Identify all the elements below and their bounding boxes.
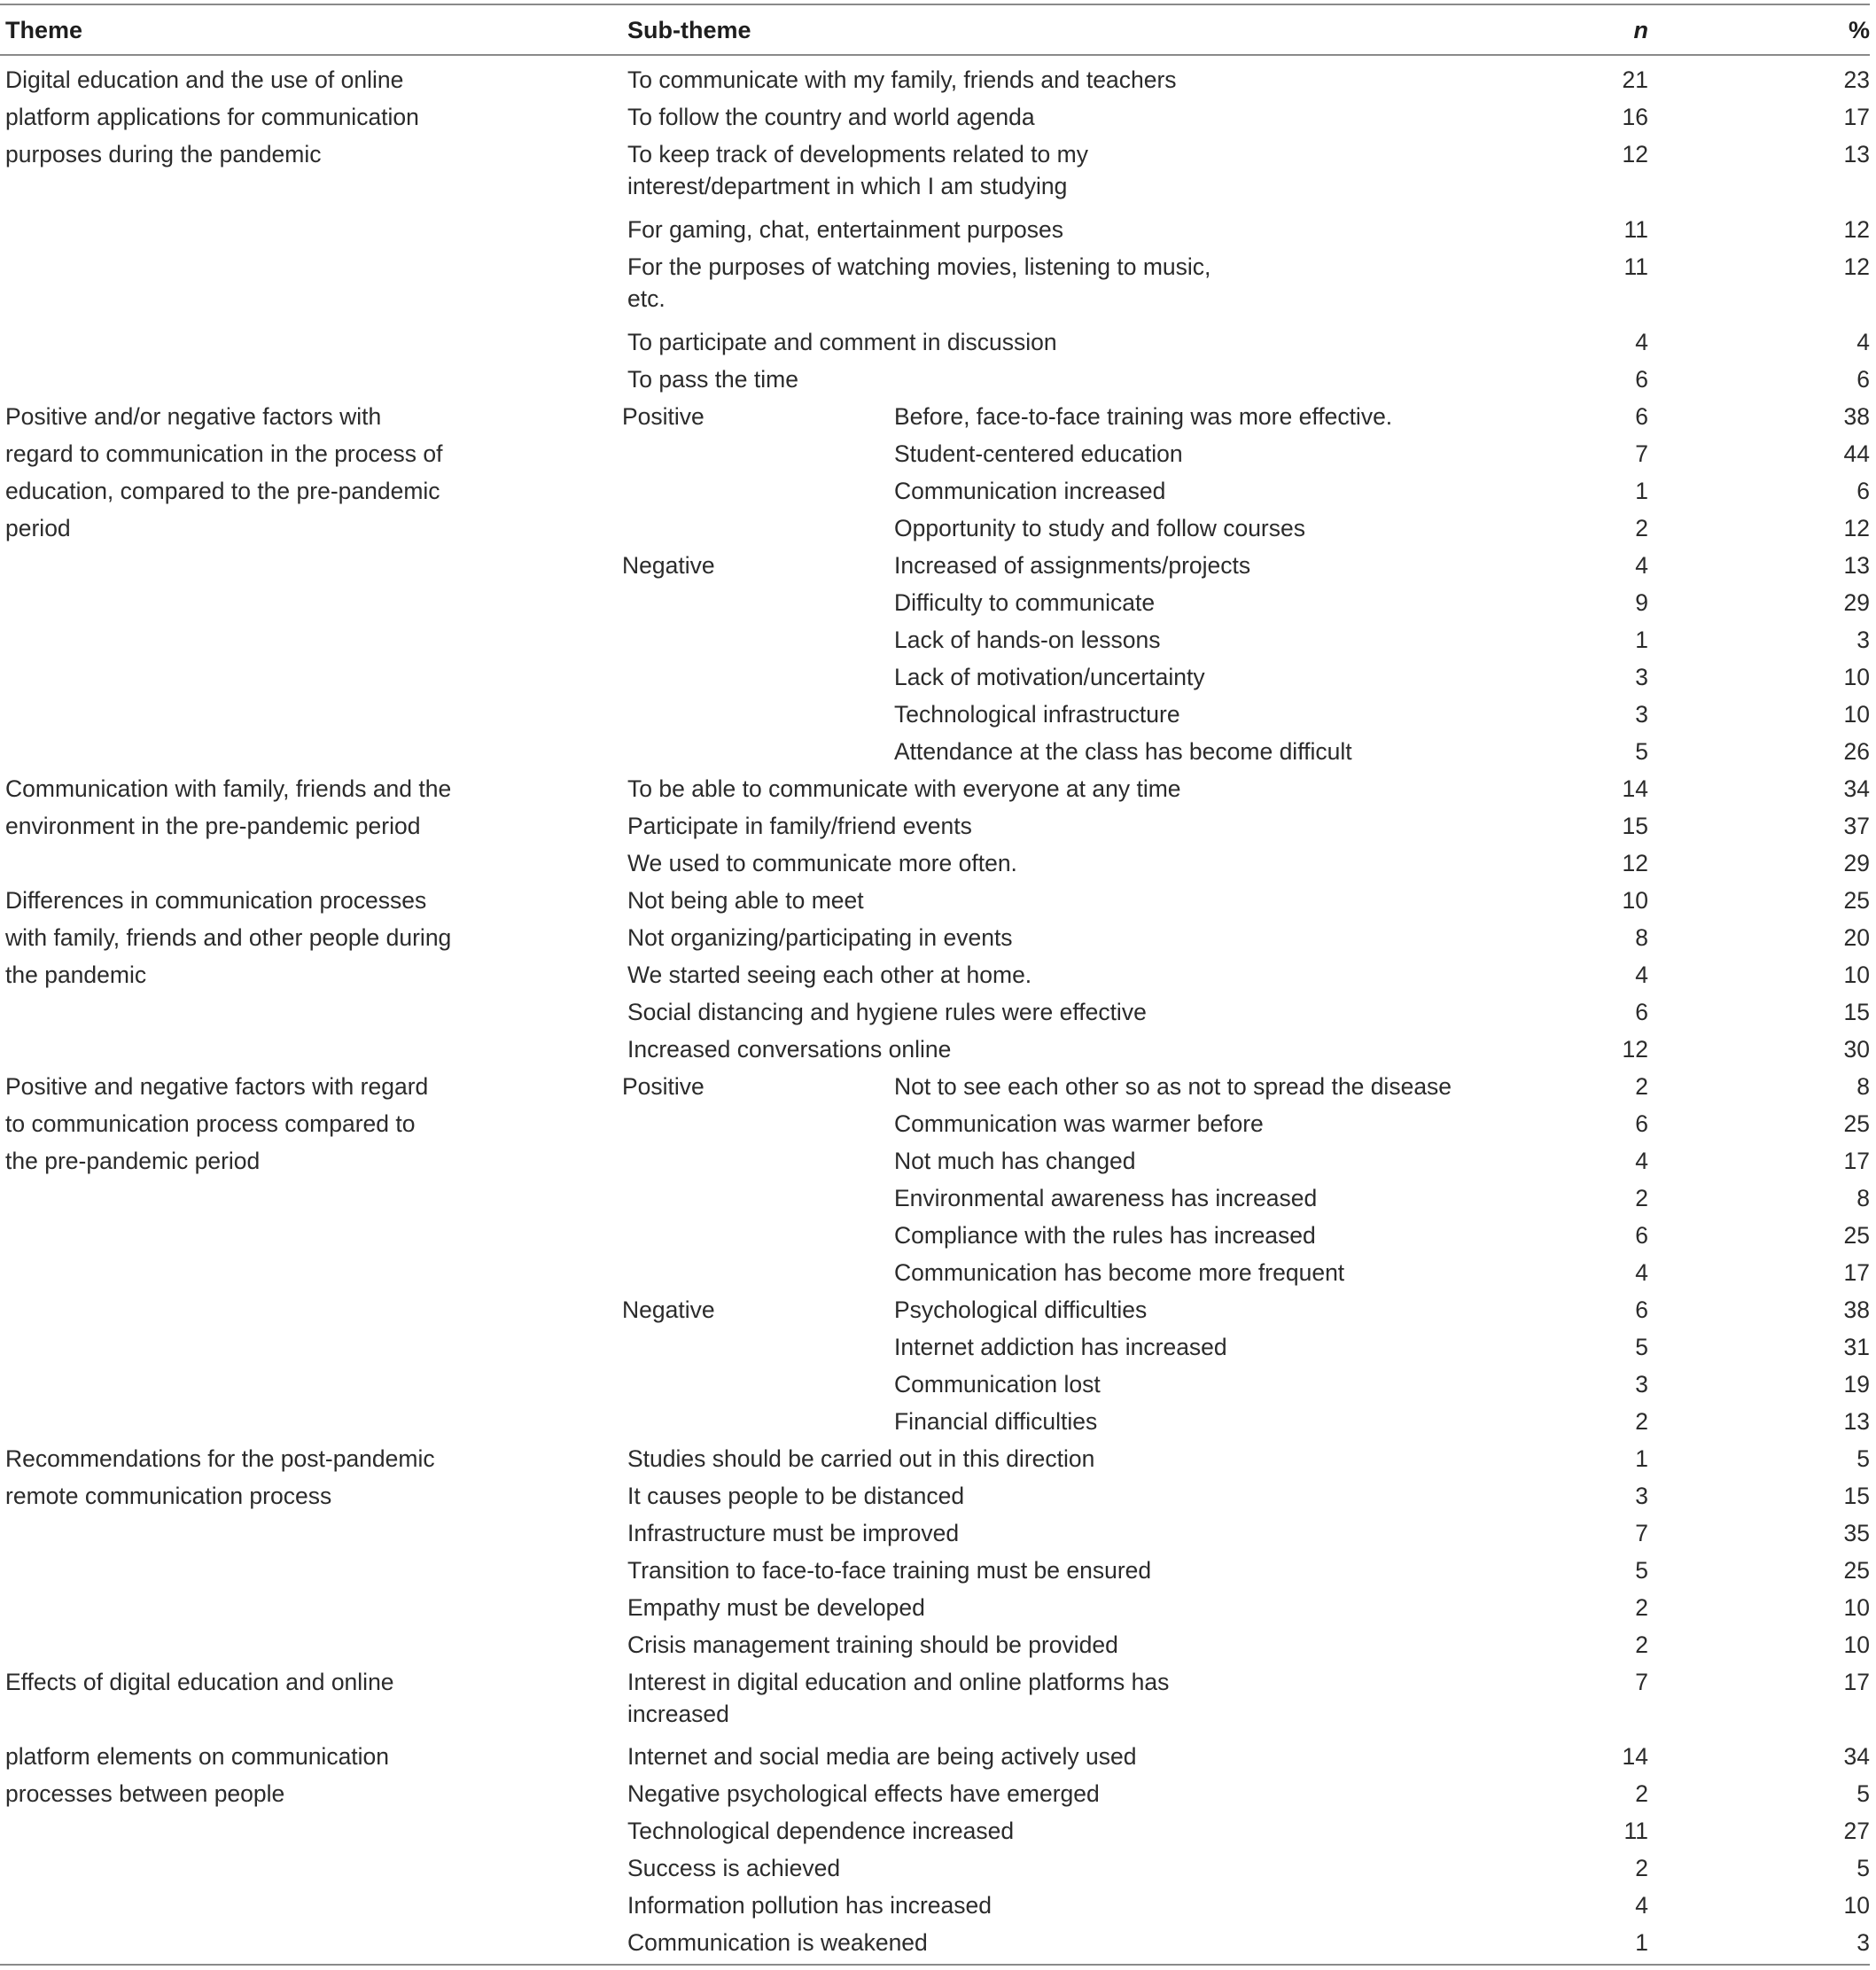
percent-cell: 10	[1843, 1594, 1870, 1621]
percent-cell: 6	[1857, 366, 1870, 393]
n-cell: 3	[1635, 664, 1648, 690]
subtheme-cell: Crisis management training should be provided	[627, 1631, 1118, 1658]
theme-cell: platform elements on communication	[5, 1743, 390, 1770]
theme-cell: platform applications for communication	[5, 104, 419, 130]
percent-cell: 25	[1843, 887, 1870, 914]
percent-cell: 30	[1843, 1036, 1870, 1063]
category-cell: Negative	[622, 1296, 715, 1323]
n-cell: 15	[1622, 813, 1648, 839]
percent-cell: 6	[1857, 478, 1870, 504]
n-cell: 5	[1635, 1334, 1648, 1360]
n-cell: 4	[1635, 1259, 1648, 1286]
subtheme-cell: For gaming, chat, entertainment purposes	[627, 216, 1063, 243]
n-cell: 2	[1635, 515, 1648, 541]
category-cell: Negative	[622, 552, 715, 579]
subtheme-cell: Increased of assignments/projects	[894, 552, 1251, 579]
subtheme-cell: To follow the country and world agenda	[627, 104, 1035, 130]
theme-cell: Positive and negative factors with regard	[5, 1073, 429, 1100]
subtheme-cell: To communicate with my family, friends and teachers	[627, 66, 1177, 93]
subtheme-cell: Negative psychological effects have emerged	[627, 1780, 1100, 1807]
theme-cell: with family, friends and other people during	[5, 924, 452, 951]
n-cell: 12	[1622, 141, 1648, 167]
percent-cell: 23	[1843, 66, 1870, 93]
theme-cell: Differences in communication processes	[5, 887, 427, 914]
n-cell: 21	[1622, 66, 1648, 93]
percent-cell: 29	[1843, 589, 1870, 616]
n-cell: 6	[1635, 999, 1648, 1025]
theme-cell: period	[5, 515, 71, 541]
subtheme-cell: Environmental awareness has increased	[894, 1185, 1318, 1211]
n-cell: 14	[1622, 1743, 1648, 1770]
subtheme-cell: Communication is weakened	[627, 1929, 928, 1956]
percent-cell: 15	[1843, 999, 1870, 1025]
percent-cell: 26	[1843, 738, 1870, 765]
subtheme-cell: Communication has become more frequent	[894, 1259, 1345, 1286]
subtheme-cell: Interest in digital education and online platforms has increased	[627, 1669, 1170, 1727]
header-percent: %	[1848, 17, 1870, 43]
subtheme-cell: To be able to communicate with everyone at any time	[627, 775, 1181, 802]
theme-cell: the pre-pandemic period	[5, 1148, 261, 1174]
subtheme-cell: Not being able to meet	[627, 887, 864, 914]
theme-cell: processes between people	[5, 1780, 285, 1807]
subtheme-cell: Student-centered education	[894, 440, 1183, 467]
n-cell: 2	[1635, 1073, 1648, 1100]
percent-cell: 5	[1857, 1780, 1870, 1807]
n-cell: 12	[1622, 1036, 1648, 1063]
n-cell: 11	[1623, 216, 1648, 243]
subtheme-cell: Internet and social media are being actively used	[627, 1743, 1137, 1770]
subtheme-cell: Not to see each other so as not to spread the disease	[894, 1073, 1452, 1100]
percent-cell: 12	[1843, 253, 1870, 280]
n-cell: 6	[1635, 403, 1648, 430]
percent-cell: 34	[1843, 775, 1870, 802]
percent-cell: 10	[1843, 1631, 1870, 1658]
header-theme: Theme	[5, 17, 83, 43]
n-cell: 2	[1635, 1631, 1648, 1658]
n-cell: 11	[1623, 1818, 1648, 1844]
theme-cell: Recommendations for the post-pandemic	[5, 1445, 435, 1472]
n-cell: 6	[1635, 1222, 1648, 1249]
subtheme-cell: Lack of hands-on lessons	[894, 627, 1161, 653]
subtheme-cell: Difficulty to communicate	[894, 589, 1156, 616]
subtheme-cell: Psychological difficulties	[894, 1296, 1148, 1323]
n-cell: 4	[1635, 552, 1648, 579]
percent-cell: 5	[1857, 1855, 1870, 1881]
percent-cell: 44	[1843, 440, 1870, 467]
percent-cell: 27	[1843, 1818, 1870, 1844]
percent-cell: 3	[1857, 1929, 1870, 1956]
n-cell: 1	[1635, 627, 1648, 653]
percent-cell: 13	[1843, 1408, 1870, 1435]
theme-cell: Positive and/or negative factors with	[5, 403, 382, 430]
n-cell: 14	[1622, 775, 1648, 802]
subtheme-cell: Participate in family/friend events	[627, 813, 972, 839]
theme-cell: education, compared to the pre-pandemic	[5, 478, 440, 504]
n-cell: 5	[1635, 1557, 1648, 1584]
n-cell: 6	[1635, 1296, 1648, 1323]
subtheme-cell: Before, face-to-face training was more effective.	[894, 403, 1393, 430]
percent-cell: 17	[1843, 104, 1870, 130]
theme-cell: Digital education and the use of online	[5, 66, 404, 93]
percent-cell: 12	[1843, 216, 1870, 243]
subtheme-cell: Technological infrastructure	[894, 701, 1180, 728]
n-cell: 1	[1635, 1929, 1648, 1956]
subtheme-cell: Technological dependence increased	[627, 1818, 1015, 1844]
subtheme-cell: It causes people to be distanced	[627, 1483, 965, 1509]
percent-cell: 38	[1843, 1296, 1870, 1323]
category-cell: Positive	[622, 1073, 704, 1100]
header-rule	[0, 54, 1870, 56]
n-cell: 7	[1635, 1520, 1648, 1546]
n-cell: 2	[1635, 1594, 1648, 1621]
n-cell: 3	[1635, 1371, 1648, 1398]
percent-cell: 38	[1843, 403, 1870, 430]
subtheme-cell: Lack of motivation/uncertainty	[894, 664, 1205, 690]
bottom-rule	[0, 1964, 1870, 1966]
percent-cell: 17	[1843, 1669, 1870, 1695]
subtheme-cell: Not much has changed	[894, 1148, 1136, 1174]
n-cell: 1	[1635, 478, 1648, 504]
subtheme-cell: Information pollution has increased	[627, 1892, 992, 1919]
percent-cell: 10	[1843, 1892, 1870, 1919]
n-cell: 8	[1635, 924, 1648, 951]
subtheme-cell: Social distancing and hygiene rules were effective	[627, 999, 1147, 1025]
n-cell: 3	[1635, 701, 1648, 728]
subtheme-cell: To participate and comment in discussion	[627, 329, 1057, 355]
percent-cell: 13	[1843, 141, 1870, 167]
subtheme-cell: For the purposes of watching movies, listening to music, etc.	[627, 253, 1211, 312]
subtheme-cell: Attendance at the class has become difficult	[894, 738, 1352, 765]
subtheme-cell: Communication increased	[894, 478, 1166, 504]
percent-cell: 35	[1843, 1520, 1870, 1546]
percent-cell: 17	[1843, 1259, 1870, 1286]
top-rule	[0, 4, 1870, 5]
subtheme-cell: Studies should be carried out in this direction	[627, 1445, 1095, 1472]
n-cell: 7	[1635, 1669, 1648, 1695]
subtheme-cell: To pass the time	[627, 366, 798, 393]
n-cell: 3	[1635, 1483, 1648, 1509]
subtheme-cell: Transition to face-to-face training must be ensured	[627, 1557, 1152, 1584]
n-cell: 2	[1635, 1855, 1648, 1881]
subtheme-cell: Compliance with the rules has increased	[894, 1222, 1316, 1249]
subtheme-cell: To keep track of developments related to my interest/department in which I am studying	[627, 141, 1088, 199]
subtheme-cell: Success is achieved	[627, 1855, 841, 1881]
n-cell: 9	[1635, 589, 1648, 616]
theme-cell: to communication process compared to	[5, 1110, 416, 1137]
percent-cell: 34	[1843, 1743, 1870, 1770]
n-cell: 6	[1635, 1110, 1648, 1137]
n-cell: 4	[1635, 1148, 1648, 1174]
n-cell: 2	[1635, 1408, 1648, 1435]
percent-cell: 12	[1843, 515, 1870, 541]
n-cell: 2	[1635, 1780, 1648, 1807]
n-cell: 4	[1635, 962, 1648, 988]
subtheme-cell: Opportunity to study and follow courses	[894, 515, 1305, 541]
subtheme-cell: Internet addiction has increased	[894, 1334, 1227, 1360]
percent-cell: 15	[1843, 1483, 1870, 1509]
theme-cell: the pandemic	[5, 962, 147, 988]
subtheme-cell: Communication lost	[894, 1371, 1101, 1398]
subtheme-cell: Increased conversations online	[627, 1036, 952, 1063]
percent-cell: 3	[1857, 627, 1870, 653]
percent-cell: 10	[1843, 664, 1870, 690]
percent-cell: 31	[1843, 1334, 1870, 1360]
subtheme-cell: We used to communicate more often.	[627, 850, 1017, 876]
n-cell: 4	[1635, 329, 1648, 355]
percent-cell: 17	[1843, 1148, 1870, 1174]
header-n: n	[1633, 17, 1648, 43]
percent-cell: 20	[1843, 924, 1870, 951]
percent-cell: 25	[1843, 1110, 1870, 1137]
n-cell: 2	[1635, 1185, 1648, 1211]
percent-cell: 4	[1857, 329, 1870, 355]
n-cell: 5	[1635, 738, 1648, 765]
percent-cell: 19	[1843, 1371, 1870, 1398]
category-cell: Positive	[622, 403, 704, 430]
subtheme-cell: Financial difficulties	[894, 1408, 1098, 1435]
n-cell: 7	[1635, 440, 1648, 467]
percent-cell: 8	[1857, 1185, 1870, 1211]
theme-cell: Communication with family, friends and the	[5, 775, 452, 802]
percent-cell: 29	[1843, 850, 1870, 876]
n-cell: 12	[1622, 850, 1648, 876]
theme-cell: environment in the pre-pandemic period	[5, 813, 421, 839]
header-subtheme: Sub-theme	[627, 17, 751, 43]
percent-cell: 13	[1843, 552, 1870, 579]
n-cell: 11	[1623, 253, 1648, 280]
theme-cell: purposes during the pandemic	[5, 141, 322, 167]
n-cell: 1	[1635, 1445, 1648, 1472]
percent-cell: 10	[1843, 701, 1870, 728]
theme-cell: regard to communication in the process of	[5, 440, 443, 467]
percent-cell: 37	[1843, 813, 1870, 839]
theme-cell: Effects of digital education and online	[5, 1669, 394, 1695]
subtheme-cell: Not organizing/participating in events	[627, 924, 1013, 951]
subtheme-cell: We started seeing each other at home.	[627, 962, 1032, 988]
subtheme-cell: Empathy must be developed	[627, 1594, 925, 1621]
n-cell: 6	[1635, 366, 1648, 393]
percent-cell: 10	[1843, 962, 1870, 988]
subtheme-cell: Communication was warmer before	[894, 1110, 1264, 1137]
percent-cell: 5	[1857, 1445, 1870, 1472]
n-cell: 10	[1622, 887, 1648, 914]
percent-cell: 8	[1857, 1073, 1870, 1100]
subtheme-cell: Infrastructure must be improved	[627, 1520, 960, 1546]
percent-cell: 25	[1843, 1222, 1870, 1249]
percent-cell: 25	[1843, 1557, 1870, 1584]
theme-cell: remote communication process	[5, 1483, 332, 1509]
n-cell: 16	[1622, 104, 1648, 130]
n-cell: 4	[1635, 1892, 1648, 1919]
